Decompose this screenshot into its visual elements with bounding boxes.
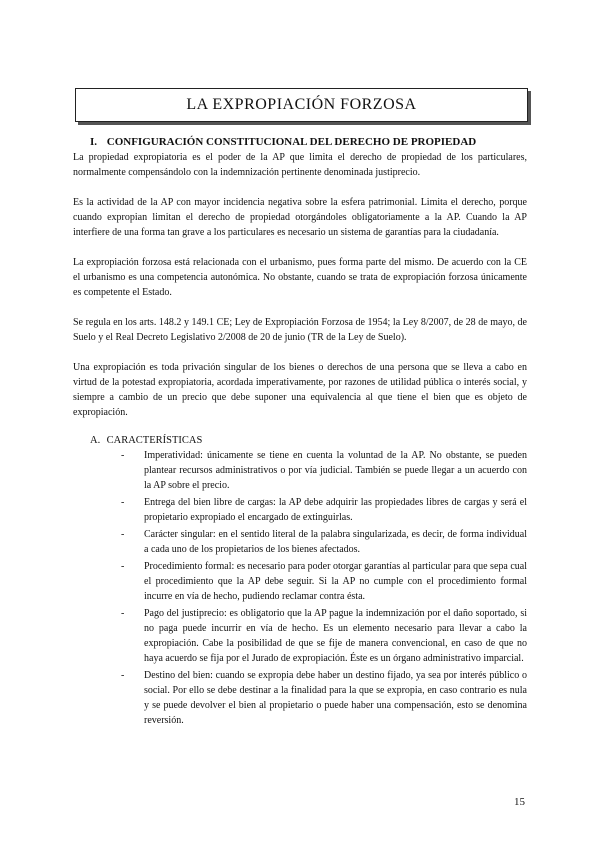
list-item-text: Pago del justiprecio: es obligatorio que la AP pague la indemnización por el daño soportado, si no paga puede incurrir en vía de hecho. Es un elemento necesario para llevar a cabo la expropiación. Cabe la posibilidad de que se fije de manera convencional, en caso de que no haya acuerdo se fija por el Jurado de expropiación. Éste es un órgano administrativo imparcial. (144, 608, 527, 664)
bullet-dash: - (121, 670, 125, 681)
section-heading (90, 136, 527, 148)
bullet-dash: - (121, 608, 125, 619)
bullet-dash: - (121, 497, 125, 508)
paragraph-incidence: Es la actividad de la AP con mayor incidencia negativa sobre la esfera patrimonial. Limita el derecho, porque cuando expropian limitan el derecho de propiedad otorgándoles obligatoriamente a la AP. Cuando la AP interfiere de una forma tan grave a los particulares es necesario un sistema de garantías para la ciudadanía. (73, 197, 527, 238)
subsection-title: CARACTERÍSTICAS (106, 435, 203, 446)
chapter-title-box (75, 88, 528, 122)
subsection-letter: A. (90, 435, 101, 446)
section-number: I. (90, 136, 98, 148)
paragraph-regulation: Se regula en los arts. 148.2 y 149.1 CE; Ley de Expropiación Forzosa de 1954; la Ley 8/2007, de 28 de mayo, de Suelo y el Real Decreto Legislativo 2/2008 de 20 de junio (TR de la Ley de Suelo). (73, 317, 527, 343)
list-item-text: Carácter singular: en el sentido literal de la palabra singularizada, es decir, de forma individual a cada uno de los propietarios de los bienes afectados. (144, 529, 527, 555)
page-content (73, 136, 527, 730)
list-item (121, 559, 527, 604)
bullet-dash: - (121, 450, 125, 461)
bullet-dash: - (121, 561, 125, 572)
subsection-heading (90, 435, 527, 446)
paragraph-definition: La propiedad expropiatoria es el poder de la AP que limita el derecho de propiedad de los particulares, normalmente compensándolo con la indemnización pertinente denominada justiprecio. (73, 152, 527, 178)
list-item-text: Procedimiento formal: es necesario para poder otorgar garantías al particular para que sepa cual el procedimiento que la AP debe seguir. Si la AP no cumple con el procedimiento formal incurre en vía de hecho, pudiendo reclamar contra ésta. (144, 561, 527, 602)
list-item (121, 606, 527, 666)
list-item (121, 448, 527, 493)
list-item-text: Imperatividad: únicamente se tiene en cuenta la voluntad de la AP. No obstante, se pueden plantear recursos administrativos o por vía judicial. También se puede llegar a un acuerdo con la AP sobre el precio. (144, 450, 527, 491)
list-item (121, 495, 527, 525)
page-number: 15 (514, 796, 525, 808)
bullet-dash: - (121, 529, 125, 540)
chapter-title: LA EXPROPIACIÓN FORZOSA (186, 96, 417, 113)
list-item-text: Entrega del bien libre de cargas: la AP debe adquirir las propiedades libres de cargas y será el propietario expropiado el encargado de extinguirlas. (144, 497, 527, 523)
paragraph-urbanism: La expropiación forzosa está relacionada con el urbanismo, pues forma parte del mismo. De acuerdo con la CE el urbanismo es una competencia autonómica. No obstante, cuando se trata de expropiación forzosa únicamente es competente el Estado. (73, 257, 527, 298)
list-item (121, 527, 527, 557)
list-item-text: Destino del bien: cuando se expropia debe haber un destino fijado, ya sea por interés público o social. Por ello se debe destinar a la finalidad para la que se expropia, en caso contrario es nula y se puede devolver el bien al propietario o puede haber una compensación, esto se denomina reversión. (144, 670, 527, 726)
paragraph-expropriation-concept: Una expropiación es toda privación singular de los bienes o derechos de una persona que se lleva a cabo en virtud de la potestad expropiatoria, acordada imperativamente, por razones de utilidad pública o interés social, y siempre a cambio de un precio que debe suponer una equivalencia al que tiene el bien que es objeto de expropiación. (73, 362, 527, 418)
section-title: CONFIGURACIÓN CONSTITUCIONAL DEL DERECHO DE PROPIEDAD (106, 136, 477, 148)
list-item (121, 668, 527, 728)
characteristics-list (73, 448, 527, 728)
